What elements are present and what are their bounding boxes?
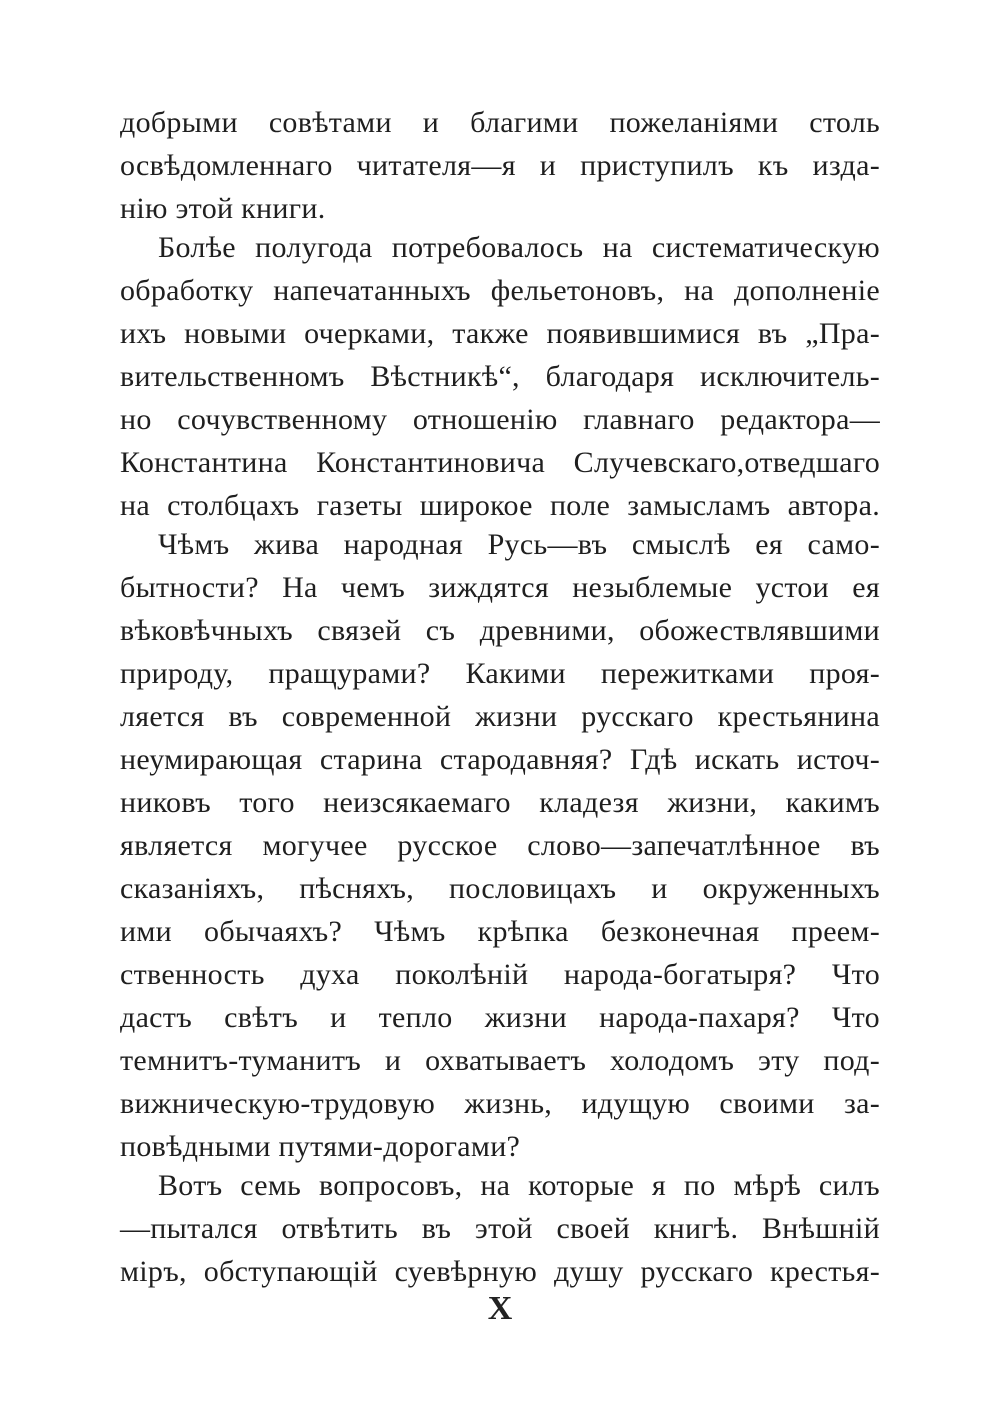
paragraph-first-line: Чѣмъ жива народная Русь—въ смыслѣ ея само- — [158, 528, 880, 561]
text-line: міръ, обступающій суевѣрную душу русскаго крестья- — [120, 1255, 880, 1288]
text-line: на столбцахъ газеты широкое поле замысламъ автора. — [120, 489, 880, 522]
text-line: —пытался отвѣтить въ этой своей книгѣ. Внѣшній — [120, 1212, 880, 1245]
text-line: вижническую-трудовую жизнь, идущую своими за- — [120, 1087, 880, 1120]
text-line: ственность духа поколѣній народа-богатыря? Что — [120, 958, 880, 991]
text-line: сказаніяхъ, пѣсняхъ, пословицахъ и окруженныхъ — [120, 872, 880, 905]
text-line: повѣдными путями-дорогами? — [120, 1130, 521, 1163]
text-line: Константина Константиновича Случевскаго,отведшаго — [120, 446, 880, 479]
text-line: темнитъ-туманитъ и охватываетъ холодомъ эту под- — [120, 1044, 880, 1077]
text-line: вѣковѣчныхъ связей съ древними, обожествлявшими — [120, 614, 880, 647]
text-line: освѣдомленнаго читателя—я и приступилъ къ изда- — [120, 149, 880, 182]
text-line: ихъ новыми очерками, также появившимися въ „Пра- — [120, 317, 880, 350]
text-line: но сочувственному отношенію главнаго редактора— — [120, 403, 880, 436]
paragraph-first-line: Вотъ семь вопросовъ, на которые я по мѣрѣ силъ — [158, 1169, 880, 1202]
text-line: природу, пращурами? Какими пережитками проя- — [120, 657, 880, 690]
text-line: ляется въ современной жизни русскаго крестьянина — [120, 700, 880, 733]
text-line: добрыми совѣтами и благими пожеланіями столь — [120, 106, 880, 139]
text-line: бытности? На чемъ зиждятся незыблемые устои ея — [120, 571, 880, 604]
page-number: X — [487, 1290, 513, 1327]
paragraph-first-line: Болѣе полугода потребовалось на систематическую — [158, 231, 880, 264]
text-line: нію этой книги. — [120, 192, 326, 225]
text-line: дастъ свѣтъ и тепло жизни народа-пахаря? Что — [120, 1001, 880, 1034]
text-line: ими обычаяхъ? Чѣмъ крѣпка безконечная преем- — [120, 915, 880, 948]
text-line: является могучее русское слово—запечатлѣнное въ — [120, 829, 880, 862]
text-line: неумирающая старина стародавняя? Гдѣ искать источ- — [120, 743, 880, 776]
text-line: обработку напечатанныхъ фельетоновъ, на дополненіе — [120, 274, 880, 307]
text-line: вительственномъ Вѣстникѣ“, благодаря исключитель- — [120, 360, 880, 393]
text-line: никовъ того неизсякаемаго кладезя жизни, какимъ — [120, 786, 880, 819]
